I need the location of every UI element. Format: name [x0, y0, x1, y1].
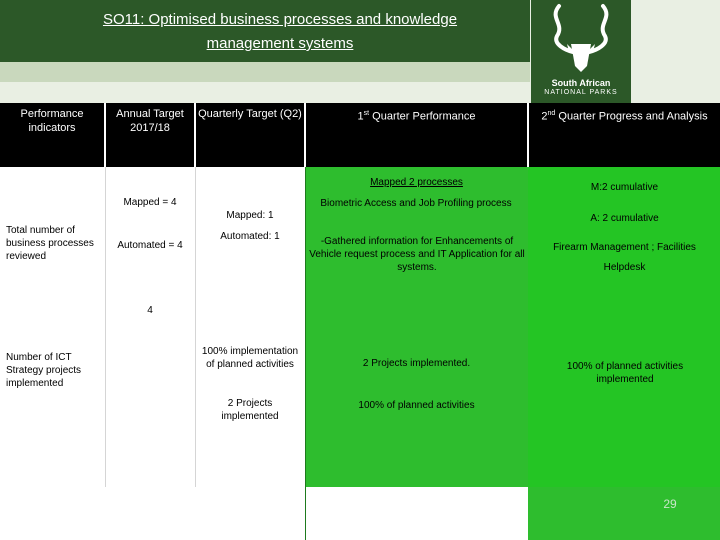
header-q2-progress	[529, 103, 720, 167]
logo-line1: South African	[551, 78, 611, 88]
page-number: 29	[663, 497, 677, 511]
kudu-icon	[531, 0, 631, 78]
header-q2-sup: nd	[547, 110, 556, 117]
slide-title	[20, 8, 540, 56]
header-indicators: Performance indicators	[0, 103, 104, 167]
header-annual-target: Annual Target 2017/18	[106, 103, 194, 167]
logo-line2: NATIONAL PARKS	[544, 89, 618, 96]
logo-text	[531, 78, 631, 98]
row2-quarterly-projects: 2 Projects implemented	[221, 398, 279, 422]
title-subband	[0, 62, 530, 82]
header-q1-prefix: 1	[357, 110, 364, 123]
header-q2-prefix: 2	[541, 110, 548, 123]
header-q1-performance	[306, 103, 527, 167]
row1-q2-helpdesk: Helpdesk	[603, 262, 646, 273]
row1-annual-total: 4	[147, 305, 153, 316]
row1-quarterly-mapped: Mapped: 1	[226, 210, 274, 221]
footer-green-strip	[528, 487, 720, 540]
row1-indicator: Total number of business processes reviewed	[6, 225, 94, 262]
row1-annual-automated: Automated = 4	[117, 240, 183, 251]
row2-indicator: Number of ICT Strategy projects implemented	[6, 352, 82, 389]
column-divider	[105, 167, 106, 487]
row1-q1-mapped: Mapped 2 processes	[370, 177, 463, 188]
row2-q1-activities: 100% of planned activities	[358, 400, 475, 411]
row1-q2-automated: A: 2 cumulative	[590, 213, 659, 224]
row2-q2-activities: 100% of planned activities implemented	[566, 361, 684, 385]
column-divider	[305, 167, 306, 540]
row1-q2-firearm: Firearm Management ; Facilities	[553, 242, 696, 253]
row2-q1-projects: 2 Projects implemented.	[362, 358, 471, 369]
sanparks-logo	[531, 0, 631, 103]
slide-title-line2: management systems	[206, 35, 354, 52]
header-q1-suffix: Quarter Performance	[369, 110, 476, 123]
slide-title-line1: SO11: Optimised business processes and knowledge	[102, 11, 458, 28]
header-q1-sup: st	[363, 110, 370, 117]
row1-annual-mapped: Mapped = 4	[123, 197, 177, 208]
row2-quarterly-implementation: 100% implementation of planned activities	[201, 346, 299, 370]
row1-quarterly-automated: Automated: 1	[220, 231, 280, 242]
row1-q1-biometric: Biometric Access and Job Profiling process	[320, 198, 512, 209]
row1-q2-mapped: M:2 cumulative	[590, 182, 659, 193]
header-quarterly-target: Quarterly Target (Q2)	[196, 103, 304, 167]
header-q2-suffix: Quarter Progress and Analysis	[555, 110, 708, 123]
q1-performance-column	[305, 167, 528, 487]
row1-q1-gathered: -Gathered information for Enhancements of Vehicle request process and IT Application for all systems.	[309, 236, 525, 273]
